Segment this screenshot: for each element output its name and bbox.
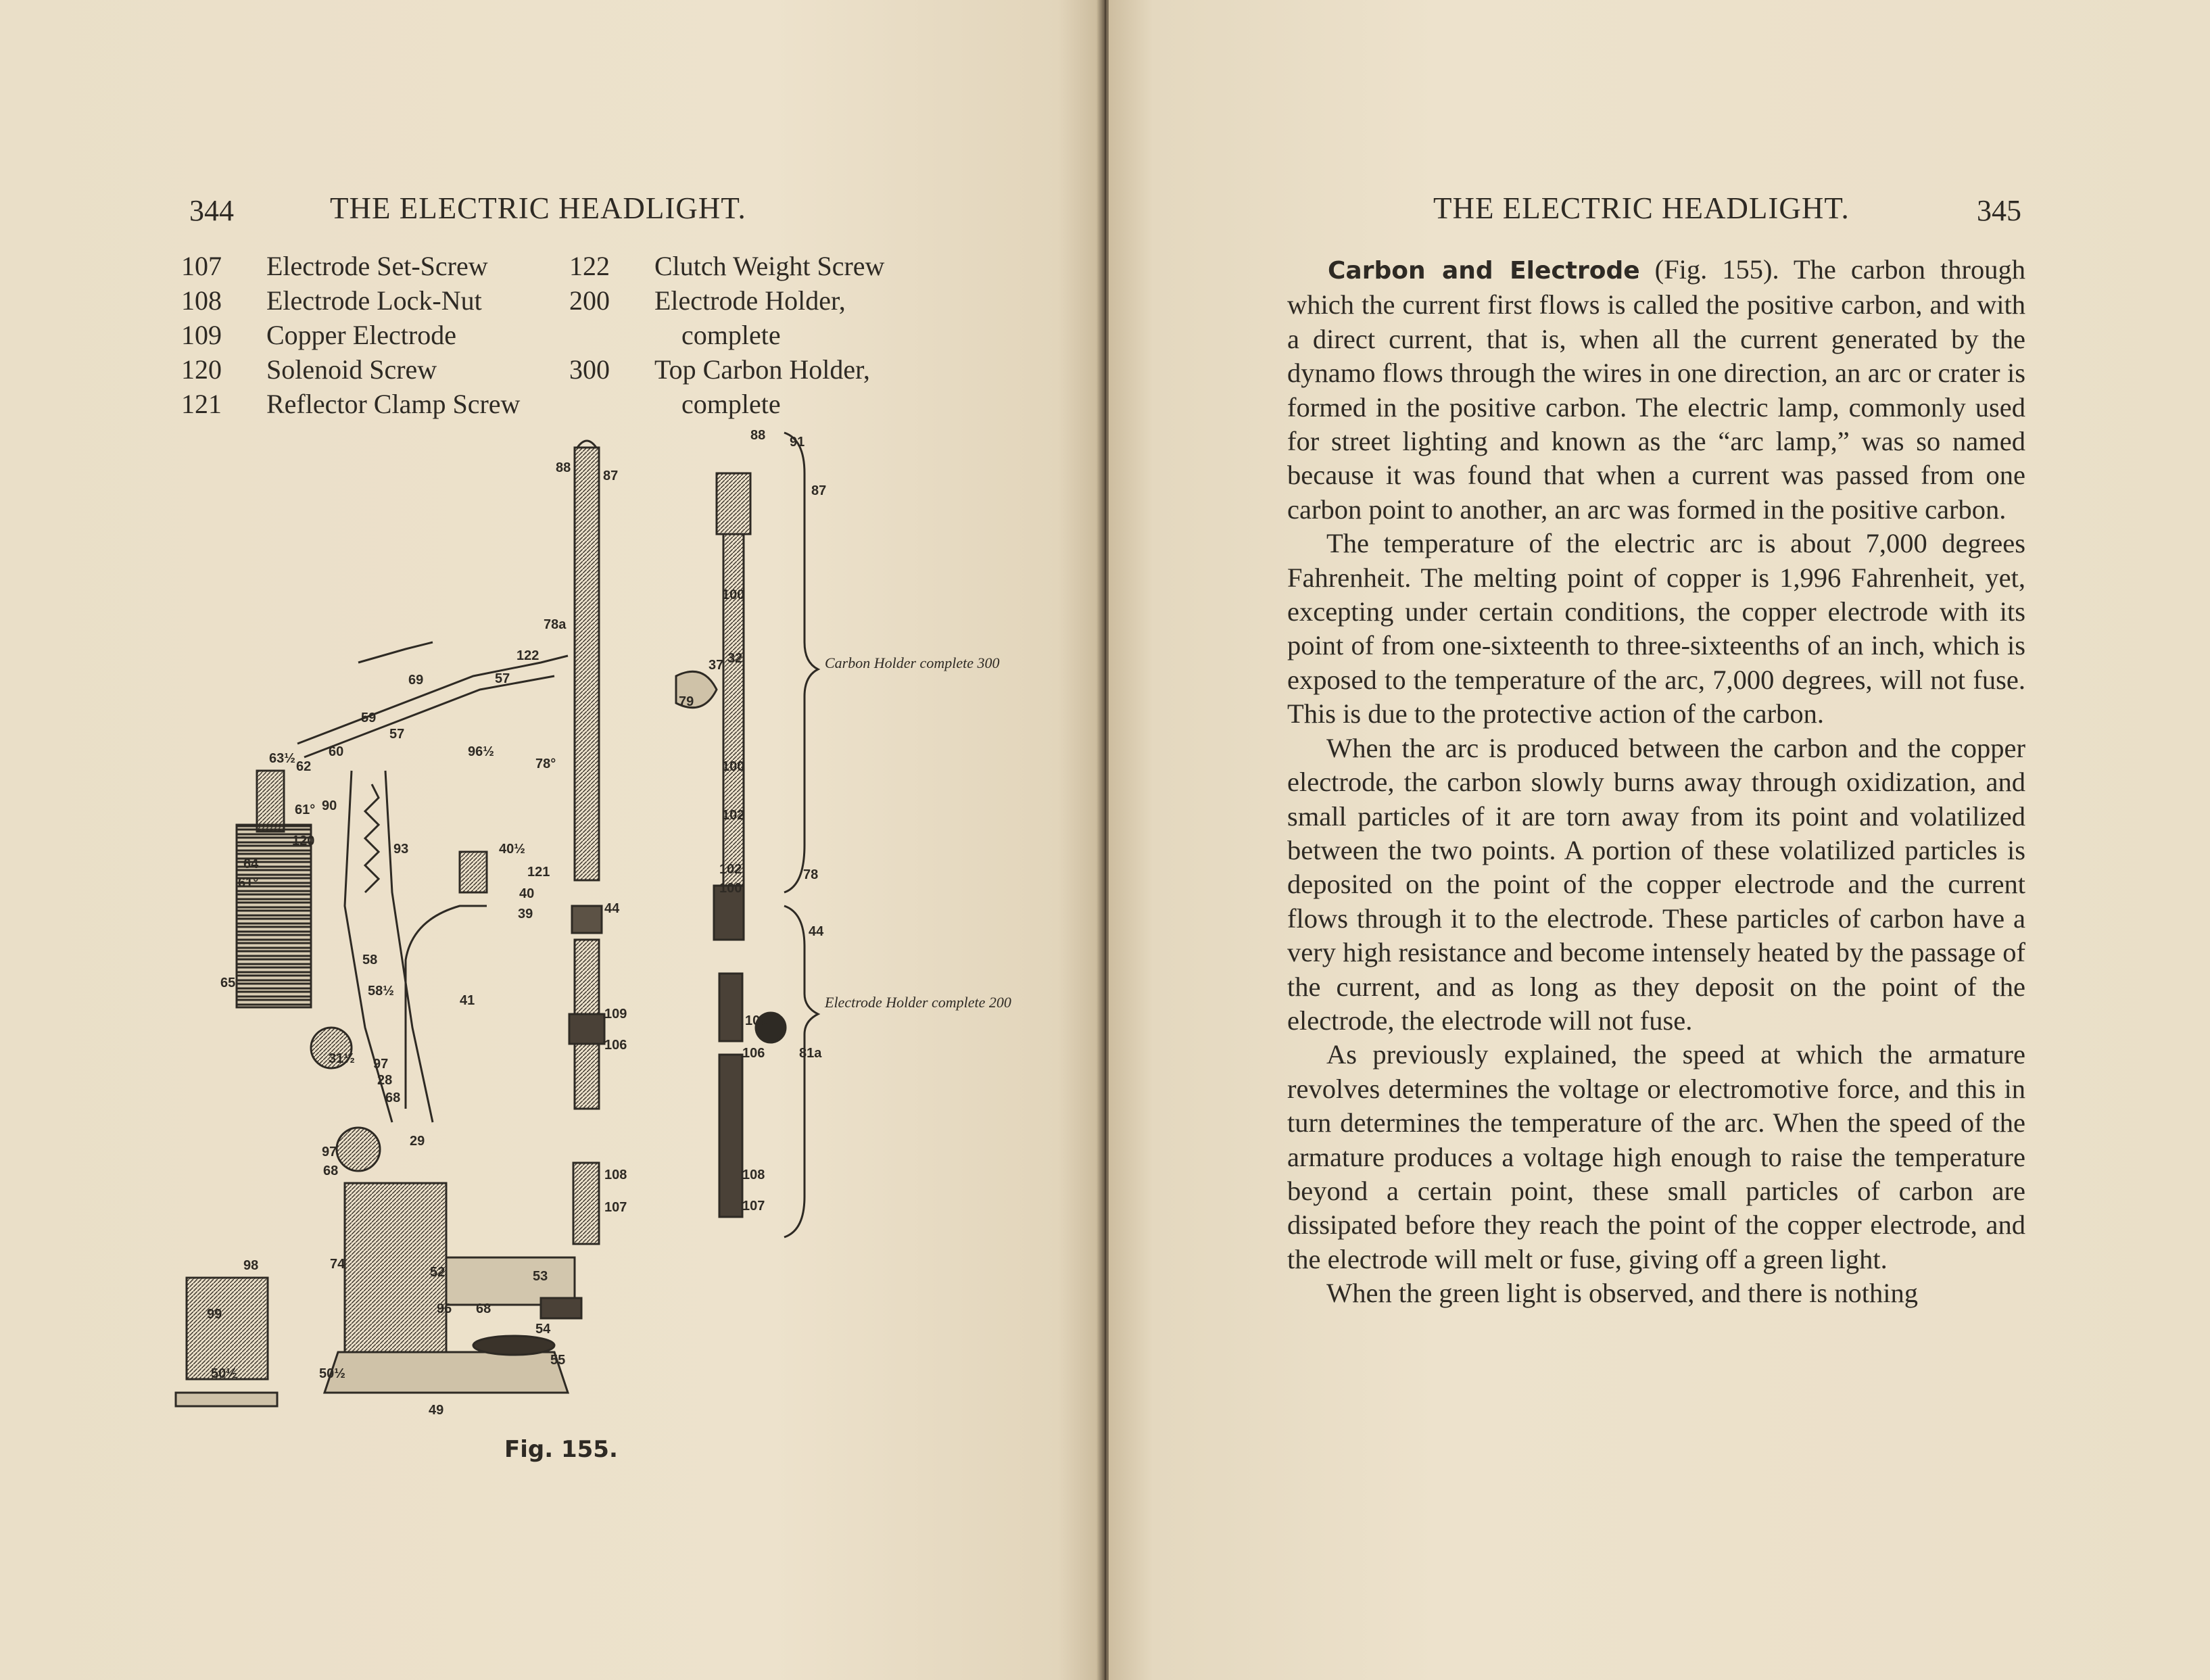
- callout: 57: [495, 671, 510, 686]
- callout: 49: [429, 1403, 444, 1418]
- callout: 69: [408, 673, 424, 688]
- callout: 87: [603, 469, 619, 483]
- part-name: Electrode Holder,: [654, 285, 846, 316]
- callout: 78a: [544, 617, 567, 632]
- callout: 108: [742, 1168, 765, 1182]
- callout: 29: [410, 1134, 425, 1149]
- callout: 28: [377, 1073, 393, 1088]
- paragraph: The temperature of the electric arc is about 7,000 degrees Fahrenheit. The melting point of copper is 1,996 Fahrenheit, yet, excepting under certain conditions, the copper electrode with its point of from one-sixteenth to three-sixteenths of an inch, which is exposed to the temperature of the arc, 7,000 degrees, will not fuse. This is due to the protective action of the carbon.: [1287, 528, 2025, 729]
- callout: 62: [296, 759, 312, 774]
- part-row: [181, 352, 560, 387]
- callout: 96: [437, 1301, 452, 1316]
- part-name-continuation: complete: [681, 389, 781, 419]
- parts-column-2: [569, 249, 948, 421]
- callout: 109: [604, 1007, 627, 1022]
- callout: 68: [323, 1163, 339, 1178]
- callout: 106: [604, 1038, 627, 1053]
- part-name: Reflector Clamp Screw: [266, 389, 521, 419]
- callout: 59: [361, 711, 377, 725]
- electrode-holder-label: Electrode Holder complete 200: [825, 994, 1011, 1011]
- callout: 74: [330, 1257, 345, 1272]
- callout: 100: [719, 881, 742, 896]
- part-name: Clutch Weight Screw: [654, 251, 885, 281]
- callout: 98: [243, 1258, 259, 1273]
- part-row: [181, 283, 560, 318]
- left-page-number: 344: [189, 194, 234, 227]
- callout: 107: [604, 1200, 627, 1215]
- part-number: 120: [181, 354, 222, 385]
- callout: 44: [809, 924, 824, 939]
- paragraph: When the green light is observed, and there is nothing: [1326, 1278, 1919, 1309]
- part-name: Copper Electrode: [266, 320, 456, 350]
- callout: 108: [604, 1168, 627, 1182]
- body-text: [1287, 253, 2025, 1311]
- part-number: 108: [181, 285, 222, 316]
- part-number: 121: [181, 389, 222, 419]
- callout: 58½: [368, 984, 394, 999]
- part-row-continuation: [569, 318, 948, 352]
- part-row: [569, 352, 948, 387]
- callout: 54: [535, 1322, 551, 1337]
- callout: 88: [556, 460, 571, 475]
- callout: 78: [803, 867, 819, 882]
- callout: 102: [722, 808, 745, 823]
- parts-column-1: [181, 249, 560, 421]
- callout: 31½: [329, 1051, 355, 1066]
- callout: 90: [322, 798, 337, 813]
- section-heading: Carbon and Electrode: [1328, 257, 1640, 285]
- paragraph-text: (Fig. 155). The carbon through which the current first flows is called the positive carbon, and with a direct current, that is, when all the current generated by the dynamo flows through the wires in one direction, an arc or crater is formed in the positive carbon. The electric lamp, commonly used for street lighting and known as the “arc lamp,” was so named because it was found that when a current was passed from one carbon point to another, an arc was formed in the positive carbon.: [1287, 254, 2025, 525]
- callout: 52: [430, 1265, 446, 1280]
- figure-155-illustration: [189, 419, 1011, 1447]
- callout: 68: [385, 1090, 401, 1105]
- callout: 97: [322, 1145, 337, 1159]
- callout: 106: [742, 1046, 765, 1061]
- callout: 121: [527, 865, 550, 880]
- callout: 122: [517, 648, 539, 663]
- callout: 61°: [295, 802, 316, 817]
- callout: 81a: [799, 1046, 822, 1061]
- callout: 99: [207, 1307, 222, 1322]
- callout: 40½: [499, 842, 525, 857]
- callout: 107: [742, 1199, 765, 1214]
- part-number: 109: [181, 320, 222, 350]
- carbon-holder-label: Carbon Holder complete 300: [825, 654, 1000, 671]
- left-running-head: THE ELECTRIC HEADLIGHT.: [330, 191, 746, 225]
- part-row: [181, 249, 560, 283]
- callout: 37: [708, 658, 724, 673]
- part-number: 200: [569, 285, 610, 316]
- callout: 78°: [535, 757, 556, 771]
- callout: 102: [719, 862, 742, 877]
- callout: 65: [220, 976, 236, 990]
- callout: 32: [727, 651, 743, 666]
- callout: 44: [604, 901, 620, 916]
- callout: 63½: [269, 751, 295, 766]
- part-name: Electrode Lock-Nut: [266, 285, 482, 316]
- callout: 88: [750, 428, 766, 443]
- callout: 60: [329, 744, 344, 759]
- callout: 68: [476, 1301, 491, 1316]
- part-number: 300: [569, 354, 610, 385]
- lamp-mechanism-drawing: [189, 419, 1011, 1447]
- part-number: 107: [181, 251, 222, 281]
- callout: 79: [679, 694, 694, 709]
- callout: 41: [460, 993, 475, 1008]
- part-name: Top Carbon Holder,: [654, 354, 870, 385]
- callout: 50½: [211, 1366, 237, 1381]
- paragraph: [1287, 253, 2025, 527]
- part-row: [569, 283, 948, 318]
- figure-caption: Fig. 155.: [504, 1436, 618, 1463]
- right-page-number: 345: [1977, 194, 2021, 227]
- callout: 50½: [319, 1366, 345, 1381]
- part-name-continuation: complete: [681, 320, 781, 350]
- part-row-continuation: [569, 387, 948, 421]
- callout: 100: [722, 587, 745, 602]
- callout: 40: [519, 886, 535, 901]
- callout: 57: [389, 727, 405, 742]
- callout: 120: [292, 834, 315, 848]
- callout: 93: [393, 842, 409, 857]
- callout: 58: [362, 953, 378, 967]
- right-running-head: THE ELECTRIC HEADLIGHT.: [1433, 191, 1850, 225]
- part-name: Solenoid Screw: [266, 354, 437, 385]
- left-page: [0, 0, 1102, 1680]
- callout: 91: [790, 435, 805, 450]
- callout: 61°: [238, 875, 259, 890]
- callout: 53: [533, 1269, 548, 1284]
- paragraph: When the arc is produced between the carbon and the copper electrode, the carbon slowly burns away through oxidization, and small particles of it are torn away from its point and volatilized between the two points. A portion of these volatilized particles is deposited on the point of the copper electrode and the current flows through it to the electrode. These particles of carbon have a very high resistance and become intensely heated by the passage of the current, and as long as they deposit on the point of the electrode, the electrode will not fuse.: [1287, 732, 2025, 1036]
- part-row: [569, 249, 948, 283]
- part-number: 122: [569, 251, 610, 281]
- callout: 96½: [468, 744, 494, 759]
- part-name: Electrode Set-Screw: [266, 251, 488, 281]
- callout: 97: [373, 1057, 389, 1072]
- callout: 109: [745, 1013, 768, 1028]
- callout: 100: [722, 759, 745, 774]
- part-row: [181, 387, 560, 421]
- part-row: [181, 318, 560, 352]
- callout: 39: [518, 907, 533, 921]
- paragraph: As previously explained, the speed at which the armature revolves determines the voltage or electromotive force, and this in turn determines the temperature of the arc. When the speed of the armature produces a voltage high enough to raise the temperature beyond a certain point, these small particles of carbon are dissipated before they reach the point of the copper electrode, and the electrode will melt or fuse, giving off a green light.: [1287, 1039, 2025, 1274]
- callout: 87: [811, 483, 827, 498]
- callout: 64: [243, 857, 259, 871]
- callout: 55: [550, 1353, 566, 1368]
